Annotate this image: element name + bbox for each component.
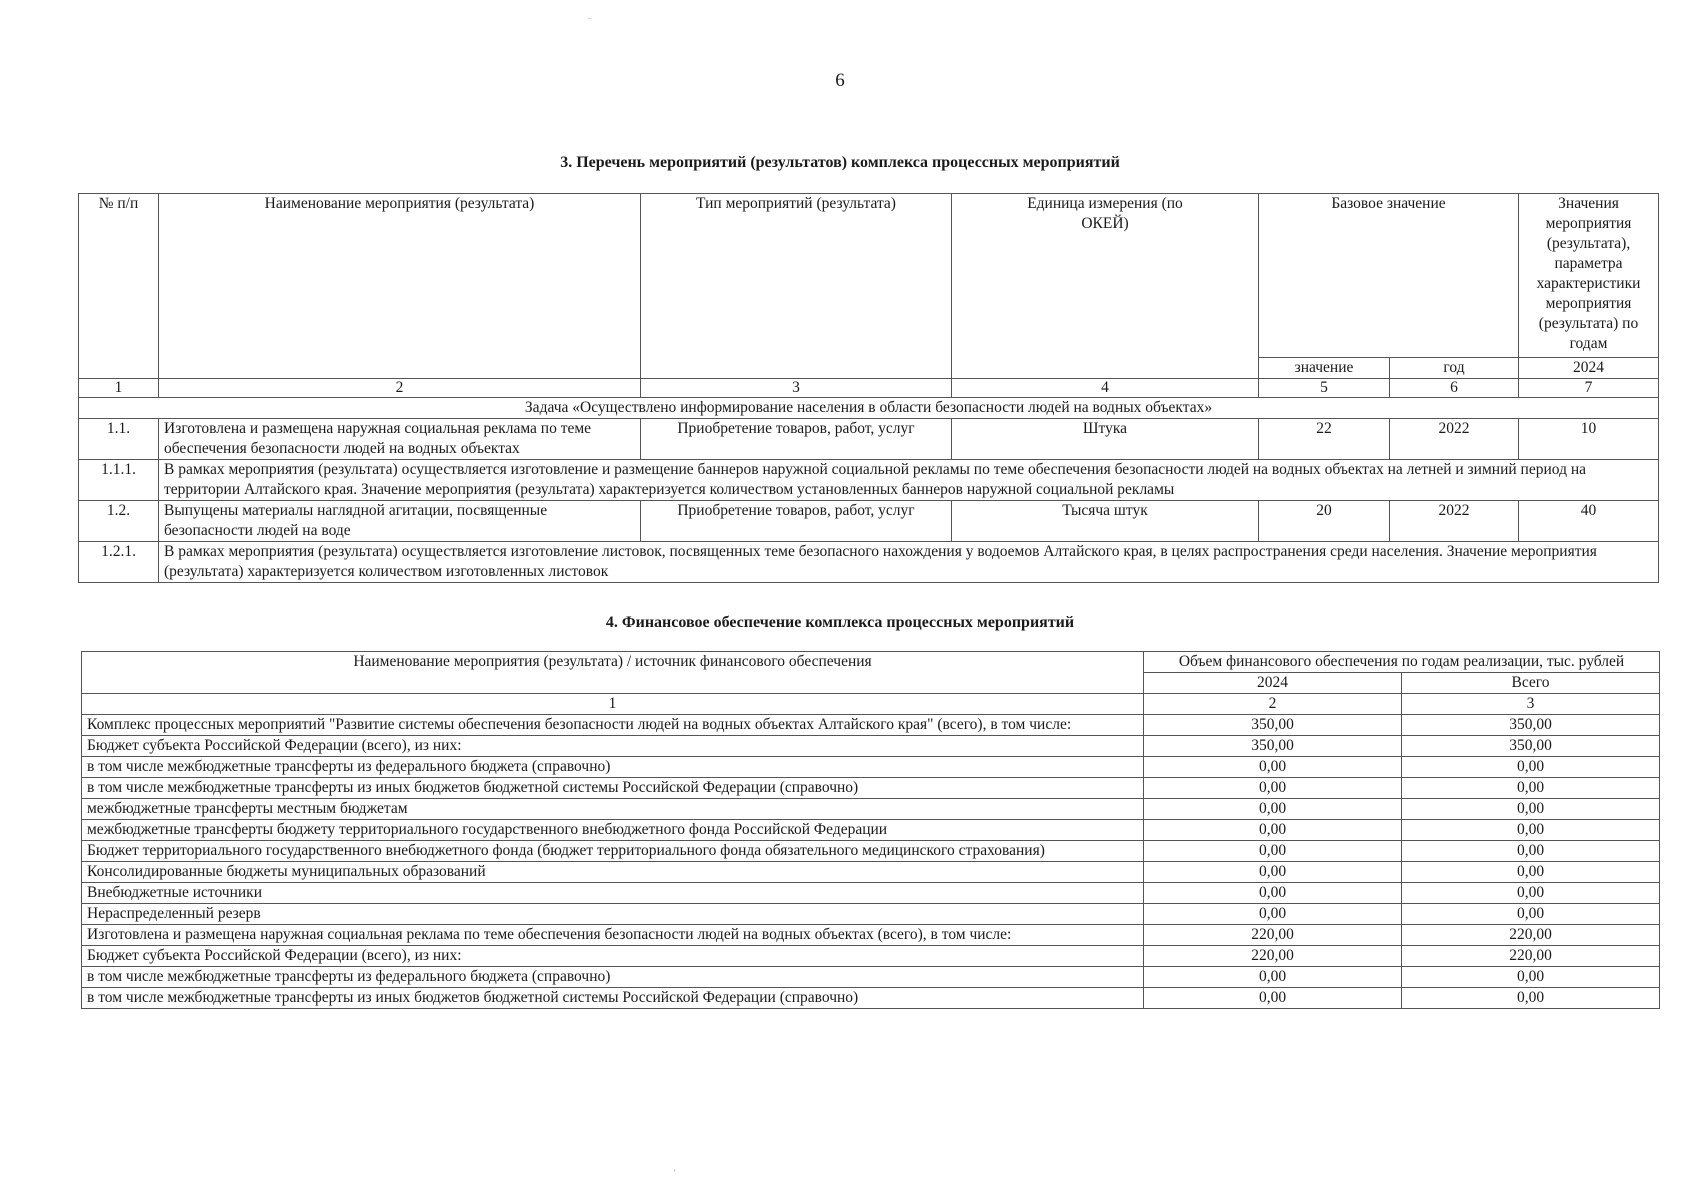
- table-row: [82, 820, 1660, 841]
- finance-row-name: Изготовлена и размещена наружная социальная реклама по теме обеспечения безопасности людей на водных объектах (всего), в том числе:: [82, 925, 1144, 946]
- finance-row-2024: 0,00: [1144, 799, 1402, 820]
- finance-row-name: Консолидированные бюджеты муниципальных образований: [82, 862, 1144, 883]
- finance-row-total: 0,00: [1402, 841, 1660, 862]
- col-number: 2: [1144, 694, 1402, 715]
- finance-row-2024: 0,00: [1144, 988, 1402, 1009]
- header-type: Тип мероприятий (результата): [641, 194, 952, 379]
- activities-table: [78, 193, 1659, 583]
- table-row: [82, 841, 1660, 862]
- finance-rows: [82, 715, 1660, 1009]
- table-row: [82, 988, 1660, 1009]
- header-unit: [952, 194, 1259, 379]
- finance-row-name: Бюджет территориального государственного внебюджетного фонда (бюджет территориального фонда обязательного медицинского страхования): [82, 841, 1144, 862]
- finance-header-name: Наименование мероприятия (результата) / источник финансового обеспечения: [82, 652, 1144, 694]
- col-number: 3: [641, 379, 952, 398]
- col-number: 2: [159, 379, 641, 398]
- finance-row-2024: 0,00: [1144, 757, 1402, 778]
- col-number: 1: [79, 379, 159, 398]
- row-type: Приобретение товаров, работ, услуг: [641, 419, 952, 460]
- task-row: Задача «Осуществлено информирование населения в области безопасности людей на водных объектах»: [79, 398, 1659, 419]
- row-unit: Тысяча штук: [952, 501, 1259, 542]
- finance-row-2024: 220,00: [1144, 946, 1402, 967]
- table-row: [82, 883, 1660, 904]
- finance-row-total: 0,00: [1402, 778, 1660, 799]
- section-3-title: 3. Перечень мероприятий (результатов) комплекса процессных мероприятий: [560, 154, 1120, 171]
- row-num: 1.2.1.: [79, 542, 159, 583]
- header-base-value: значение: [1259, 358, 1390, 379]
- finance-header-volume: Объем финансового обеспечения по годам реализации, тыс. рублей: [1144, 652, 1660, 673]
- finance-row-total: 0,00: [1402, 862, 1660, 883]
- col-number: 7: [1519, 379, 1659, 398]
- row-num: 1.1.1.: [79, 460, 159, 501]
- finance-row-2024: 0,00: [1144, 904, 1402, 925]
- finance-row-total: 0,00: [1402, 799, 1660, 820]
- table-row: [79, 419, 1659, 460]
- table-row: [82, 736, 1660, 757]
- finance-row-2024: 0,00: [1144, 967, 1402, 988]
- finance-row-name: межбюджетные трансферты местным бюджетам: [82, 799, 1144, 820]
- finance-row-total: 350,00: [1402, 736, 1660, 757]
- col-number: 4: [952, 379, 1259, 398]
- header-num: № п/п: [79, 194, 159, 379]
- row-num: 1.2.: [79, 501, 159, 542]
- table-row: [82, 715, 1660, 736]
- table-row: [82, 862, 1660, 883]
- finance-row-name: в том числе межбюджетные трансферты из иных бюджетов бюджетной системы Российской Федерации (справочно): [82, 778, 1144, 799]
- finance-row-2024: 350,00: [1144, 736, 1402, 757]
- table-row: [79, 542, 1659, 583]
- finance-row-total: 220,00: [1402, 925, 1660, 946]
- finance-row-2024: 350,00: [1144, 715, 1402, 736]
- row-unit: Штука: [952, 419, 1259, 460]
- scan-mark: ': [674, 1168, 676, 1178]
- section-4-title: 4. Финансовое обеспечение комплекса процессных мероприятий: [605, 614, 1075, 631]
- finance-row-total: 220,00: [1402, 946, 1660, 967]
- finance-row-total: 0,00: [1402, 883, 1660, 904]
- scan-mark: ‾: [588, 18, 591, 28]
- finance-row-total: 0,00: [1402, 988, 1660, 1009]
- row-num: 1.1.: [79, 419, 159, 460]
- finance-row-name: в том числе межбюджетные трансферты из федерального бюджета (справочно): [82, 757, 1144, 778]
- finance-row-total: 0,00: [1402, 757, 1660, 778]
- row-name: Изготовлена и размещена наружная социальная реклама по теме обеспечения безопасности людей на водных объектах: [159, 419, 641, 460]
- table-row: [79, 501, 1659, 542]
- table-row: [82, 757, 1660, 778]
- finance-row-2024: 0,00: [1144, 820, 1402, 841]
- finance-row-2024: 0,00: [1144, 778, 1402, 799]
- finance-row-name: Внебюджетные источники: [82, 883, 1144, 904]
- finance-header-total: Всего: [1402, 673, 1660, 694]
- col-number: 5: [1259, 379, 1390, 398]
- finance-row-name: межбюджетные трансферты бюджету территориального государственного внебюджетного фонда Российской Федерации: [82, 820, 1144, 841]
- finance-row-total: 0,00: [1402, 820, 1660, 841]
- table-row: [79, 460, 1659, 501]
- finance-row-total: 350,00: [1402, 715, 1660, 736]
- row-value: 40: [1519, 501, 1659, 542]
- finance-row-total: 0,00: [1402, 904, 1660, 925]
- table-row: [82, 967, 1660, 988]
- row-description: В рамках мероприятия (результата) осуществляется изготовление и размещение баннеров наружной социальной рекламы по теме обеспечения безопасности людей на водных объектах на летней и зимний период на территории Алтайского края. Значение мероприятия (результата) характеризуется количеством установленных баннеров наружной социальной рекламы: [159, 460, 1659, 501]
- row-value: 10: [1519, 419, 1659, 460]
- header-unit-text: Единица измерения (по ОКЕЙ): [1027, 195, 1183, 232]
- finance-row-2024: 0,00: [1144, 841, 1402, 862]
- finance-row-2024: 220,00: [1144, 925, 1402, 946]
- finance-header-year: 2024: [1144, 673, 1402, 694]
- header-values: Значения мероприятия (результата), параметра характеристики мероприятия (результата) по годам: [1519, 194, 1659, 358]
- col-number: 1: [82, 694, 1144, 715]
- table-row: [82, 904, 1660, 925]
- table-row: [82, 946, 1660, 967]
- table-row: [82, 778, 1660, 799]
- row-base-year: 2022: [1390, 501, 1519, 542]
- finance-row-name: в том числе межбюджетные трансферты из иных бюджетов бюджетной системы Российской Федерации (справочно): [82, 988, 1144, 1009]
- header-base: Базовое значение: [1259, 194, 1519, 358]
- header-name: Наименование мероприятия (результата): [159, 194, 641, 379]
- finance-row-2024: 0,00: [1144, 862, 1402, 883]
- finance-row-name: Комплекс процессных мероприятий "Развитие системы обеспечения безопасности людей на водных объектах Алтайского края" (всего), в том числе:: [82, 715, 1144, 736]
- finance-row-name: Нераспределенный резерв: [82, 904, 1144, 925]
- row-base-value: 20: [1259, 501, 1390, 542]
- row-base-value: 22: [1259, 419, 1390, 460]
- header-year: 2024: [1519, 358, 1659, 379]
- col-number: 6: [1390, 379, 1519, 398]
- finance-row-total: 0,00: [1402, 967, 1660, 988]
- row-base-year: 2022: [1390, 419, 1519, 460]
- row-name: Выпущены материалы наглядной агитации, посвященные безопасности людей на воде: [159, 501, 641, 542]
- table-row: [82, 799, 1660, 820]
- finance-row-name: в том числе межбюджетные трансферты из федерального бюджета (справочно): [82, 967, 1144, 988]
- col-number: 3: [1402, 694, 1660, 715]
- table-row: [82, 925, 1660, 946]
- finance-table: [81, 651, 1660, 1009]
- finance-row-name: Бюджет субъекта Российской Федерации (всего), из них:: [82, 946, 1144, 967]
- row-description: В рамках мероприятия (результата) осуществляется изготовление листовок, посвященных теме безопасного нахождения у водоемов Алтайского края, в целях распространения среди населения. Значение мероприятия (результата) характеризуется количеством изготовленных листовок: [159, 542, 1659, 583]
- row-type: Приобретение товаров, работ, услуг: [641, 501, 952, 542]
- finance-row-2024: 0,00: [1144, 883, 1402, 904]
- header-base-year: год: [1390, 358, 1519, 379]
- finance-row-name: Бюджет субъекта Российской Федерации (всего), из них:: [82, 736, 1144, 757]
- page-number: 6: [835, 70, 845, 91]
